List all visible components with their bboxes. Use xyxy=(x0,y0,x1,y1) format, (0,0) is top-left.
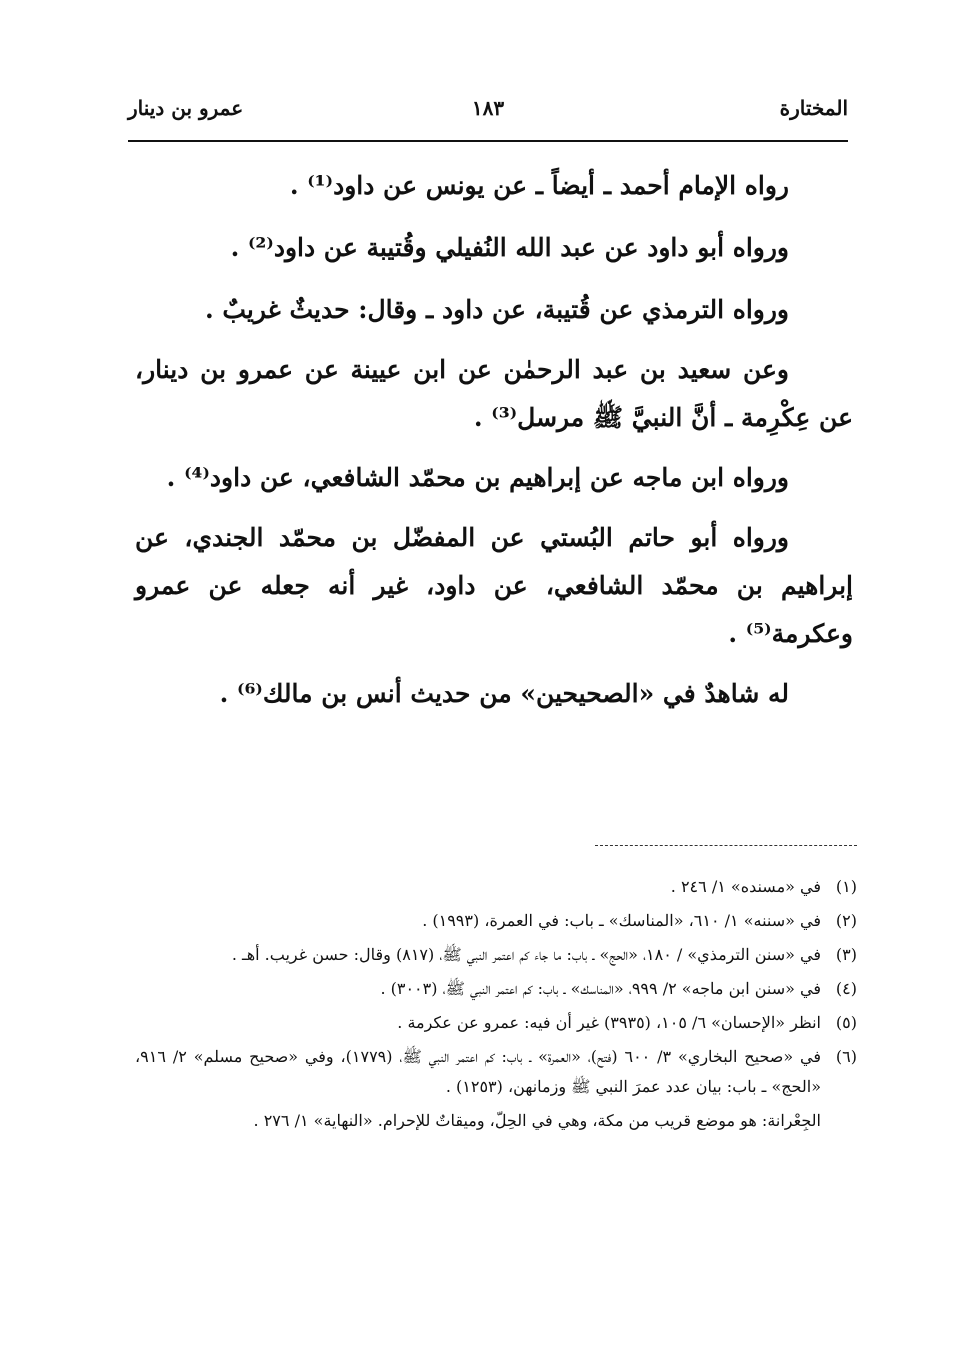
paragraph: رواه الإمام أحمد ـ أيضاً ـ عن يونس عن داود⁽¹⁾ . xyxy=(289,171,789,200)
footnote-text: في «سننه» ١/ ٦١٠، «المناسك» ـ باب: في العمرة، (١٩٩٣) . xyxy=(422,911,821,930)
footnote-text: انظر «الإحسان» ٦/ ١٠٥، (٣٩٣٥) غير أن فيه: عمرو عن عكرمة . xyxy=(397,1013,821,1032)
paragraph: ورواه أبو حاتم البُستي عن المفضّل بن محمّد الجندي، عن إبراهيم بن محمّد الشافعي، عن داود، غير أنه جعله عن عمرو وعكرمة⁽⁵⁾ . xyxy=(135,523,853,648)
footnote xyxy=(135,872,857,902)
footnote-number: (٥) xyxy=(835,1013,857,1032)
footnote xyxy=(135,1008,857,1038)
paragraph: له شاهدٌ في «الصحيحين» من حديث أنس بن مالك⁽⁶⁾ . xyxy=(219,679,789,708)
footnote-text: في «صحيح البخاري» ٣/ ٦٠٠ (فتح)، «العمرة» ـ باب: كم اعتمر النبي ﷺ، (١٧٧٩)، وفي «صحيح مسلم» ٢/ ٩١٦، «الحج» ـ باب: بيان عدد عمرَ النبي ﷺ وزمانهن، (١٢٥٣) . xyxy=(135,1047,822,1096)
page-number: ١٨٣ xyxy=(471,96,505,120)
paragraph: ورواه أبو داود عن عبد الله النُفيلي وقُتيبة عن داود⁽²⁾ . xyxy=(230,233,789,262)
footnote-number: (٤) xyxy=(835,979,857,998)
paragraph: ورواه ابن ماجه عن إبراهيم بن محمّد الشافعي، عن داود⁽⁴⁾ . xyxy=(166,463,789,492)
footnote xyxy=(135,940,857,970)
footnote-separator xyxy=(595,845,857,846)
header-rule xyxy=(128,140,848,142)
footnote-text: في «سنن الترمذي» / ١٨٠، «الحج» ـ باب: ما جاء كم اعتمر النبي ﷺ، (٨١٧) وقال: حسن غريب. أهـ . xyxy=(231,945,821,964)
footnote xyxy=(135,974,857,1004)
page-header xyxy=(128,92,848,132)
footnote-number: (٣) xyxy=(835,945,857,964)
book-title: المختارة xyxy=(779,96,848,120)
footnote-number: (٦) xyxy=(835,1047,857,1066)
footnote-gloss: الجِعْرانة: هو موضع قريب من مكة، وهي في الحِلّ، وميقاتٌ للإحرام. «النهاية» ١/ ٢٧٦ . xyxy=(253,1111,821,1130)
footnote xyxy=(135,906,857,936)
footnote xyxy=(135,1042,857,1102)
main-text xyxy=(135,160,853,730)
footnote-text: في «سنن ابن ماجه» ٢/ ٩٩٩، «المناسك» ـ باب: كم اعتمر النبي ﷺ، (٣٠٠٣) . xyxy=(380,979,821,998)
paragraph: وعن سعيد بن عبد الرحمٰن عن ابن عيينة عن عمرو بن دينار، عن عِكْرِمة ـ أنَّ النبيَّ ﷺ مرسل⁽³⁾ . xyxy=(135,355,853,432)
footnote-number: (١) xyxy=(835,877,857,896)
chapter-title: عمرو بن دينار xyxy=(128,96,244,120)
paragraph: ورواه الترمذي عن قُتيبة، عن داود ـ وقال: حديثٌ غريبٌ . xyxy=(204,295,789,324)
footnotes xyxy=(135,872,857,1136)
footnote-text: في «مسنده» ١/ ٢٤٦ . xyxy=(670,877,821,896)
footnote-number: (٢) xyxy=(835,911,857,930)
